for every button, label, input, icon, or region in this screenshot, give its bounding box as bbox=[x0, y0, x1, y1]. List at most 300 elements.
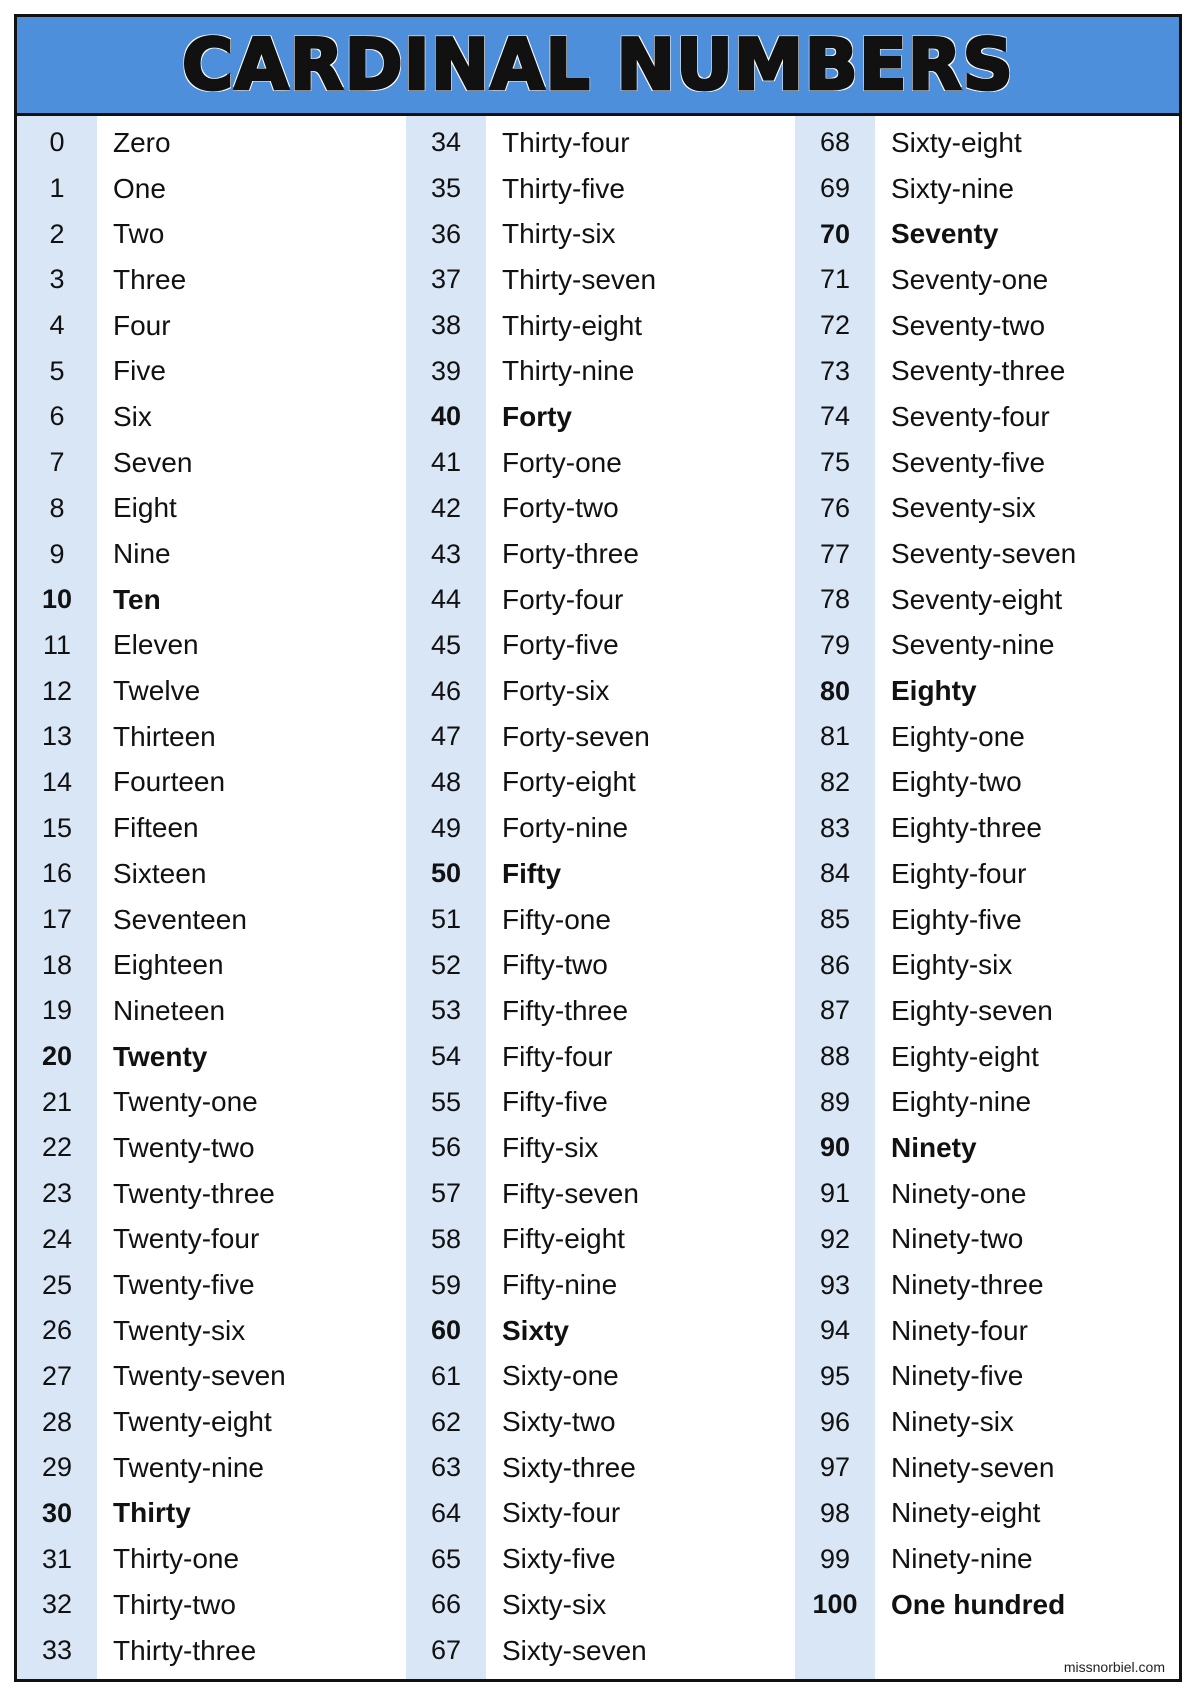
number-digit: 26 bbox=[41, 1315, 73, 1346]
number-digit: 48 bbox=[430, 766, 462, 797]
number-row bbox=[795, 1354, 1182, 1400]
number-digit: 89 bbox=[819, 1086, 851, 1117]
number-word: Ninety-five bbox=[891, 1360, 1024, 1392]
number-digit: 18 bbox=[41, 949, 73, 980]
number-row bbox=[795, 760, 1182, 806]
number-digit: 35 bbox=[430, 173, 462, 204]
number-row bbox=[17, 486, 406, 532]
number-digit: 41 bbox=[430, 447, 462, 478]
number-word: Twenty-three bbox=[113, 1177, 275, 1209]
number-row bbox=[406, 531, 795, 577]
number-word: Seventy-five bbox=[891, 446, 1046, 478]
number-digit: 69 bbox=[819, 173, 851, 204]
number-digit: 95 bbox=[819, 1360, 851, 1391]
number-digit: 2 bbox=[49, 218, 65, 249]
number-digit: 19 bbox=[41, 995, 73, 1026]
number-digit: 22 bbox=[41, 1132, 73, 1163]
number-word: Fifty-nine bbox=[502, 1269, 618, 1301]
number-word: One hundred bbox=[891, 1588, 1066, 1620]
number-row bbox=[17, 1217, 406, 1263]
number-row bbox=[406, 1079, 795, 1125]
number-word: Ninety-seven bbox=[891, 1451, 1055, 1483]
number-row bbox=[17, 668, 406, 714]
number-word: Sixty-six bbox=[502, 1588, 607, 1620]
number-digit: 55 bbox=[430, 1086, 462, 1117]
number-word: Thirty-five bbox=[502, 172, 625, 204]
number-word: Eighty-seven bbox=[891, 994, 1053, 1026]
number-row bbox=[17, 1034, 406, 1080]
number-digit: 83 bbox=[819, 812, 851, 843]
number-row bbox=[406, 257, 795, 303]
number-row bbox=[795, 1399, 1182, 1445]
number-digit: 91 bbox=[819, 1178, 851, 1209]
number-row bbox=[406, 1034, 795, 1080]
number-word: Forty-two bbox=[502, 492, 619, 524]
number-row bbox=[795, 1171, 1182, 1217]
number-word: Seventy-six bbox=[891, 492, 1036, 524]
number-word: Sixteen bbox=[113, 857, 207, 889]
number-row bbox=[406, 1628, 795, 1674]
number-word: Seventeen bbox=[113, 903, 247, 935]
number-word: Sixty-three bbox=[502, 1451, 636, 1483]
number-digit: 34 bbox=[430, 127, 462, 158]
number-digit: 32 bbox=[41, 1589, 73, 1620]
number-digit: 31 bbox=[41, 1543, 73, 1574]
number-row bbox=[406, 805, 795, 851]
number-row bbox=[406, 440, 795, 486]
number-word: Twenty-one bbox=[113, 1086, 258, 1118]
number-digit: 37 bbox=[430, 264, 462, 295]
number-row bbox=[17, 211, 406, 257]
number-row bbox=[795, 394, 1182, 440]
number-row bbox=[406, 1262, 795, 1308]
number-word: Three bbox=[113, 263, 187, 295]
number-digit: 98 bbox=[819, 1497, 851, 1528]
number-word: Sixty-eight bbox=[891, 126, 1022, 158]
number-row bbox=[17, 1582, 406, 1628]
number-digit: 60 bbox=[430, 1315, 462, 1346]
number-word: Ninety-one bbox=[891, 1177, 1027, 1209]
number-word: Fourteen bbox=[113, 766, 226, 798]
number-row bbox=[406, 1308, 795, 1354]
number-digit: 56 bbox=[430, 1132, 462, 1163]
number-word: Eighty-eight bbox=[891, 1040, 1039, 1072]
number-digit: 25 bbox=[41, 1269, 73, 1300]
number-row bbox=[406, 897, 795, 943]
number-digit: 9 bbox=[49, 538, 65, 569]
number-digit: 46 bbox=[430, 675, 462, 706]
number-row bbox=[17, 348, 406, 394]
number-digit: 82 bbox=[819, 766, 851, 797]
number-row bbox=[17, 805, 406, 851]
number-digit: 47 bbox=[430, 721, 462, 752]
number-digit: 50 bbox=[430, 858, 462, 889]
number-word: Twenty-eight bbox=[113, 1406, 272, 1438]
number-row bbox=[17, 623, 406, 669]
number-word: Four bbox=[113, 309, 171, 341]
number-word: Seventy-three bbox=[891, 355, 1066, 387]
number-row bbox=[17, 760, 406, 806]
number-digit: 23 bbox=[41, 1178, 73, 1209]
number-word: Eighty-five bbox=[891, 903, 1022, 935]
number-row bbox=[17, 1399, 406, 1445]
number-row bbox=[406, 942, 795, 988]
number-word: Seventy-seven bbox=[891, 538, 1077, 570]
number-digit: 70 bbox=[819, 218, 851, 249]
number-row bbox=[17, 1491, 406, 1537]
number-word: Ninety-eight bbox=[891, 1497, 1041, 1529]
number-digit: 90 bbox=[819, 1132, 851, 1163]
number-digit: 21 bbox=[41, 1086, 73, 1117]
number-digit: 36 bbox=[430, 218, 462, 249]
number-digit: 30 bbox=[41, 1497, 73, 1528]
number-row bbox=[17, 1628, 406, 1674]
number-word: Fifteen bbox=[113, 812, 199, 844]
number-word: Six bbox=[113, 400, 152, 432]
number-word: Twenty-six bbox=[113, 1314, 246, 1346]
number-digit: 51 bbox=[430, 904, 462, 935]
column-3 bbox=[795, 116, 1182, 1679]
number-word: Forty-one bbox=[502, 446, 622, 478]
number-word: Seven bbox=[113, 446, 193, 478]
number-digit: 43 bbox=[430, 538, 462, 569]
number-row bbox=[17, 1262, 406, 1308]
number-row bbox=[795, 303, 1182, 349]
number-digit: 28 bbox=[41, 1406, 73, 1437]
number-row bbox=[795, 1536, 1182, 1582]
number-word: Eighty-four bbox=[891, 857, 1027, 889]
number-digit: 42 bbox=[430, 492, 462, 523]
number-word: Ninety-two bbox=[891, 1223, 1024, 1255]
numbers-table bbox=[17, 116, 1179, 1679]
number-digit: 45 bbox=[430, 629, 462, 660]
number-row bbox=[795, 120, 1182, 166]
number-digit: 8 bbox=[49, 492, 65, 523]
number-digit: 93 bbox=[819, 1269, 851, 1300]
number-row bbox=[795, 577, 1182, 623]
number-digit: 27 bbox=[41, 1360, 73, 1391]
number-digit: 20 bbox=[41, 1041, 73, 1072]
number-row bbox=[17, 303, 406, 349]
number-digit: 54 bbox=[430, 1041, 462, 1072]
number-row bbox=[406, 668, 795, 714]
number-word: Fifty-two bbox=[502, 949, 608, 981]
number-digit: 80 bbox=[819, 675, 851, 706]
number-word: Twenty-five bbox=[113, 1269, 255, 1301]
number-word: Forty-three bbox=[502, 538, 639, 570]
number-word: Ninety-three bbox=[891, 1269, 1044, 1301]
number-word: Thirty-six bbox=[502, 218, 616, 250]
number-digit: 84 bbox=[819, 858, 851, 889]
number-digit: 63 bbox=[430, 1452, 462, 1483]
number-row bbox=[406, 1217, 795, 1263]
number-word: Forty-four bbox=[502, 583, 624, 615]
number-word: Eight bbox=[113, 492, 177, 524]
number-digit: 57 bbox=[430, 1178, 462, 1209]
number-word: Sixty-five bbox=[502, 1543, 616, 1575]
number-word: Sixty-nine bbox=[891, 172, 1014, 204]
number-word: Eighty-nine bbox=[891, 1086, 1032, 1118]
number-word: Twelve bbox=[113, 675, 201, 707]
number-word: Ninety-nine bbox=[891, 1543, 1033, 1575]
number-digit: 71 bbox=[819, 264, 851, 295]
number-row bbox=[795, 440, 1182, 486]
number-row bbox=[795, 851, 1182, 897]
number-row bbox=[795, 348, 1182, 394]
page-title: CARDINAL NUMBERS bbox=[182, 24, 1014, 106]
number-digit: 29 bbox=[41, 1452, 73, 1483]
number-word: Fifty-five bbox=[502, 1086, 608, 1118]
number-word: Thirty-two bbox=[113, 1588, 236, 1620]
number-word: Seventy-one bbox=[891, 263, 1049, 295]
number-row bbox=[406, 1354, 795, 1400]
number-row bbox=[17, 851, 406, 897]
number-row bbox=[795, 531, 1182, 577]
number-row bbox=[795, 1582, 1182, 1628]
number-word: Two bbox=[113, 218, 165, 250]
number-digit: 92 bbox=[819, 1223, 851, 1254]
number-digit: 38 bbox=[430, 310, 462, 341]
number-digit: 53 bbox=[430, 995, 462, 1026]
number-row bbox=[795, 1079, 1182, 1125]
number-word: One bbox=[113, 172, 166, 204]
number-row bbox=[406, 760, 795, 806]
number-word: Zero bbox=[113, 126, 171, 158]
number-word: Thirteen bbox=[113, 720, 216, 752]
number-word: Ten bbox=[113, 583, 161, 615]
number-digit: 86 bbox=[819, 949, 851, 980]
number-row bbox=[17, 1354, 406, 1400]
number-digit: 72 bbox=[819, 310, 851, 341]
number-digit: 94 bbox=[819, 1315, 851, 1346]
number-row bbox=[795, 668, 1182, 714]
number-digit: 49 bbox=[430, 812, 462, 843]
number-digit: 78 bbox=[819, 584, 851, 615]
number-digit: 59 bbox=[430, 1269, 462, 1300]
number-row bbox=[17, 1445, 406, 1491]
number-digit: 5 bbox=[49, 355, 65, 386]
number-digit: 7 bbox=[49, 447, 65, 478]
number-word: Thirty bbox=[113, 1497, 191, 1529]
number-word: Five bbox=[113, 355, 166, 387]
number-row bbox=[406, 303, 795, 349]
number-digit: 68 bbox=[819, 127, 851, 158]
number-digit: 3 bbox=[49, 264, 65, 295]
number-word: Twenty-two bbox=[113, 1131, 255, 1163]
number-word: Forty-six bbox=[502, 675, 610, 707]
number-digit: 24 bbox=[41, 1223, 73, 1254]
number-word: Eighty-three bbox=[891, 812, 1042, 844]
number-word: Twenty bbox=[113, 1040, 208, 1072]
number-word: Fifty-three bbox=[502, 994, 629, 1026]
number-word: Fifty-eight bbox=[502, 1223, 625, 1255]
number-digit: 64 bbox=[430, 1497, 462, 1528]
number-row bbox=[17, 394, 406, 440]
number-row bbox=[406, 1491, 795, 1537]
number-word: Sixty-two bbox=[502, 1406, 616, 1438]
number-row bbox=[406, 1582, 795, 1628]
number-word: Thirty-one bbox=[113, 1543, 240, 1575]
number-row bbox=[406, 166, 795, 212]
number-word: Fifty bbox=[502, 857, 562, 889]
number-digit: 66 bbox=[430, 1589, 462, 1620]
number-row bbox=[406, 1536, 795, 1582]
number-digit: 76 bbox=[819, 492, 851, 523]
number-row bbox=[406, 1445, 795, 1491]
number-digit: 61 bbox=[430, 1360, 462, 1391]
number-word: Thirty-seven bbox=[502, 263, 657, 295]
number-row bbox=[17, 166, 406, 212]
number-digit: 75 bbox=[819, 447, 851, 478]
number-row bbox=[795, 988, 1182, 1034]
number-row bbox=[17, 714, 406, 760]
number-row bbox=[406, 394, 795, 440]
number-word: Twenty-seven bbox=[113, 1360, 286, 1392]
number-word: Seventy bbox=[891, 218, 999, 250]
number-word: Sixty bbox=[502, 1314, 569, 1346]
number-word: Seventy-two bbox=[891, 309, 1046, 341]
number-digit: 33 bbox=[41, 1635, 73, 1666]
number-row bbox=[795, 1445, 1182, 1491]
number-row bbox=[795, 623, 1182, 669]
number-row bbox=[795, 1491, 1182, 1537]
number-row bbox=[795, 805, 1182, 851]
number-row bbox=[406, 348, 795, 394]
number-word: Thirty-three bbox=[113, 1634, 257, 1666]
number-row bbox=[17, 440, 406, 486]
number-digit: 6 bbox=[49, 401, 65, 432]
number-digit: 73 bbox=[819, 355, 851, 386]
number-digit: 62 bbox=[430, 1406, 462, 1437]
number-digit: 97 bbox=[819, 1452, 851, 1483]
number-word: Forty-seven bbox=[502, 720, 650, 752]
number-digit: 77 bbox=[819, 538, 851, 569]
number-word: Ninety-six bbox=[891, 1406, 1014, 1438]
number-row bbox=[406, 1125, 795, 1171]
number-word: Eighty-two bbox=[891, 766, 1022, 798]
number-word: Twenty-four bbox=[113, 1223, 260, 1255]
number-word: Nineteen bbox=[113, 994, 226, 1026]
number-digit: 1 bbox=[49, 173, 65, 204]
number-word: Thirty-four bbox=[502, 126, 630, 158]
column-1 bbox=[17, 116, 406, 1679]
number-digit: 44 bbox=[430, 584, 462, 615]
number-word: Eleven bbox=[113, 629, 199, 661]
number-row bbox=[795, 942, 1182, 988]
number-row bbox=[795, 1308, 1182, 1354]
number-digit: 81 bbox=[819, 721, 851, 752]
number-row bbox=[406, 1171, 795, 1217]
number-word: Nine bbox=[113, 538, 171, 570]
number-digit: 4 bbox=[49, 310, 65, 341]
number-row bbox=[795, 714, 1182, 760]
number-digit: 17 bbox=[41, 904, 73, 935]
number-row bbox=[406, 623, 795, 669]
number-row bbox=[795, 1034, 1182, 1080]
number-row bbox=[795, 486, 1182, 532]
number-digit: 74 bbox=[819, 401, 851, 432]
title-banner bbox=[17, 17, 1179, 116]
number-row bbox=[406, 1399, 795, 1445]
number-word: Seventy-nine bbox=[891, 629, 1055, 661]
credit-text: missnorbiel.com bbox=[1063, 1659, 1165, 1675]
number-row bbox=[17, 257, 406, 303]
number-word: Fifty-seven bbox=[502, 1177, 639, 1209]
number-digit: 87 bbox=[819, 995, 851, 1026]
number-digit: 39 bbox=[430, 355, 462, 386]
number-word: Eighty bbox=[891, 675, 977, 707]
poster-frame bbox=[14, 14, 1182, 1682]
number-digit: 96 bbox=[819, 1406, 851, 1437]
number-digit: 40 bbox=[430, 401, 462, 432]
number-row bbox=[795, 166, 1182, 212]
number-row bbox=[795, 1262, 1182, 1308]
number-word: Eighty-six bbox=[891, 949, 1013, 981]
number-digit: 85 bbox=[819, 904, 851, 935]
number-digit: 79 bbox=[819, 629, 851, 660]
number-row bbox=[17, 531, 406, 577]
number-word: Sixty-seven bbox=[502, 1634, 647, 1666]
number-digit: 11 bbox=[42, 629, 72, 660]
number-row bbox=[795, 1125, 1182, 1171]
number-digit: 14 bbox=[41, 766, 73, 797]
number-digit: 52 bbox=[430, 949, 462, 980]
number-digit: 10 bbox=[41, 584, 73, 615]
column-2 bbox=[406, 116, 795, 1679]
number-row bbox=[17, 897, 406, 943]
number-word: Eighty-one bbox=[891, 720, 1025, 752]
number-row bbox=[17, 988, 406, 1034]
number-word: Seventy-four bbox=[891, 400, 1050, 432]
number-word: Fifty-six bbox=[502, 1131, 599, 1163]
number-row bbox=[406, 577, 795, 623]
number-digit: 67 bbox=[430, 1635, 462, 1666]
number-row bbox=[406, 714, 795, 760]
number-word: Thirty-eight bbox=[502, 309, 643, 341]
number-row bbox=[406, 486, 795, 532]
number-row bbox=[17, 1536, 406, 1582]
number-word: Twenty-nine bbox=[113, 1451, 264, 1483]
number-word: Ninety bbox=[891, 1131, 977, 1163]
number-digit: 13 bbox=[41, 721, 73, 752]
number-digit: 99 bbox=[819, 1543, 851, 1574]
number-row bbox=[17, 577, 406, 623]
number-word: Sixty-one bbox=[502, 1360, 619, 1392]
number-row bbox=[17, 1125, 406, 1171]
number-word: Sixty-four bbox=[502, 1497, 621, 1529]
number-row bbox=[795, 897, 1182, 943]
number-digit: 15 bbox=[41, 812, 73, 843]
number-word: Thirty-nine bbox=[502, 355, 635, 387]
number-digit: 58 bbox=[430, 1223, 462, 1254]
number-word: Forty-five bbox=[502, 629, 619, 661]
number-row bbox=[795, 257, 1182, 303]
number-row bbox=[406, 120, 795, 166]
number-word: Forty-eight bbox=[502, 766, 636, 798]
number-row bbox=[406, 988, 795, 1034]
number-digit: 65 bbox=[430, 1543, 462, 1574]
number-row bbox=[795, 211, 1182, 257]
number-row bbox=[17, 1171, 406, 1217]
number-row bbox=[406, 851, 795, 897]
number-digit: 12 bbox=[41, 675, 73, 706]
number-row bbox=[406, 211, 795, 257]
number-word: Forty-nine bbox=[502, 812, 629, 844]
number-word: Eighteen bbox=[113, 949, 224, 981]
number-digit: 100 bbox=[812, 1589, 858, 1620]
number-digit: 0 bbox=[49, 127, 65, 158]
number-row bbox=[17, 942, 406, 988]
